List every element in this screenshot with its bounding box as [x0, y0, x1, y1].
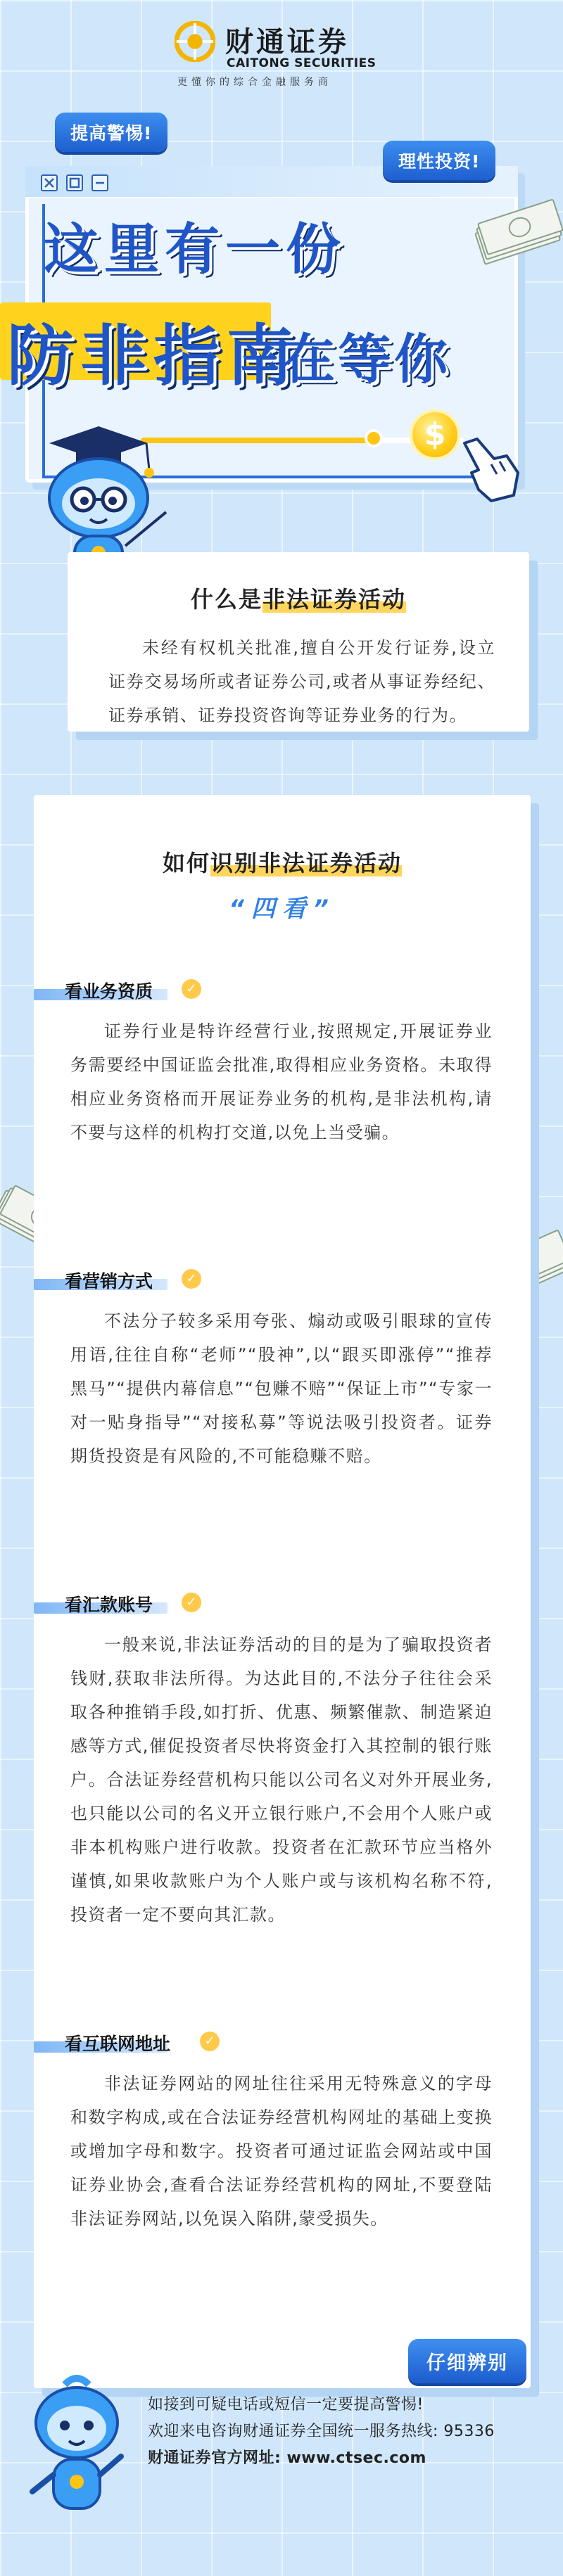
- item-label: 看业务资质: [65, 981, 153, 1002]
- brand-name-en: CAITONG SECURITIES: [227, 56, 377, 70]
- footer-website: 财通证券官方网址: www.ctsec.com: [148, 2449, 426, 2467]
- item-head-marketing: [34, 1266, 315, 1294]
- check-icon: ✓: [182, 1269, 201, 1289]
- hero-progress-fill: [141, 438, 374, 443]
- item-head-qualification: [34, 976, 315, 1005]
- item-body-account: 一般来说,非法证券活动的目的是为了骗取投资者钱财,获取非法所得。为达此目的,不法分子往往会采取各种推销手段,如打折、优惠、频繁催款、制造紧迫感等方式,催促投资者尽快将资金打入其控制的银行账户。合法证券经营机构只能以公司名义对外开展业务,也只能以公司的名义开立银行账户,不会用个人账户或非本机构账户进行收款。投资者在汇款环节应当格外谨慎,如果收款账户为个人账户或与该机构名称不符,投资者一定不要向其汇款。: [70, 1635, 493, 1925]
- warning-tag: 提高警惕!: [55, 113, 167, 152]
- detail-button[interactable]: 仔细辨别: [408, 2339, 526, 2383]
- dollar-coin-icon: $: [410, 409, 460, 460]
- hero-title-line1: 这里有一份: [44, 218, 347, 281]
- definition-title: 什么是非法证券活动: [190, 586, 407, 613]
- item-body-website: 非法证券网站的网址往往采用无特殊意义的字母和数字构成,或在合法证券经营机构网址的基础上变换或增加字母和数字。投资者可通过证监会网站或中国证券业协会,查看合法证券经营机构的网址,不要登陆非法证券网站,以免误入陷阱,蒙受损失。: [70, 2074, 493, 2229]
- brand-slogan: 更懂你的综合金融服务商: [177, 77, 332, 88]
- item-label: 看汇款账号: [65, 1595, 153, 1615]
- check-icon: ✓: [182, 1593, 201, 1612]
- mascot-icon: [24, 2372, 129, 2534]
- brand-header: [0, 17, 563, 94]
- window-maximize-icon: [66, 174, 83, 191]
- footer: [148, 2392, 556, 2472]
- check-icon: ✓: [200, 2032, 220, 2051]
- hand-pointer-icon: [450, 431, 528, 508]
- check-icon: ✓: [182, 979, 201, 999]
- rational-investing-tag: 理性投资!: [383, 141, 495, 180]
- definition-card: [68, 552, 529, 732]
- caitong-logo-icon: [175, 21, 215, 62]
- item-head-account: [34, 1590, 315, 1618]
- item-body-qualification: 证券行业是特许经营行业,按照规定,开展证券业务需要经中国证监会批准,取得相应业务资格。未取得相应业务资格而开展证券业务的机构,是非法机构,请不要与这样的机构打交道,以免上当受骗。: [70, 1021, 493, 1142]
- hero-title-line2: 防非指南: [7, 318, 301, 395]
- window-close-icon: [41, 174, 58, 191]
- hero-title-line3: 在等你: [282, 328, 450, 390]
- brand-name-cn: 财通证券: [225, 26, 349, 58]
- item-head-website: [34, 2029, 315, 2057]
- window-minimize-icon: [91, 174, 108, 191]
- definition-body: 未经有权机关批准,擅自公开发行证券,设立证券交易场所或者证券公司,或者从事证券经纪、证券承销、证券投资咨询等证券业务的行为。: [108, 638, 495, 725]
- footer-hotline: 欢迎来电咨询财通证券全国统一服务热线: 95336: [148, 2423, 495, 2440]
- item-body-marketing: 不法分子较多采用夸张、煽动或吸引眼球的宣传用语,往往自称“老师”“股神”,以“跟买即涨停”“推荐黑马”“提供内幕信息”“包赚不赔”“保证上市”“专家一对一贴身指导”“对接私募”等说法吸引投资者。证券期货投资是有风险的,不可能稳赚不赔。: [70, 1311, 493, 1466]
- hero-progress-knob: [365, 429, 383, 447]
- identify-card: [34, 795, 531, 2388]
- identify-title: 如何识别非法证券活动: [162, 850, 403, 876]
- item-label: 看互联网地址: [65, 2034, 171, 2054]
- identify-subtitle: “四看”: [229, 895, 336, 923]
- footer-warning: 如接到可疑电话或短信一定要提高警惕!: [148, 2396, 424, 2414]
- item-label: 看营销方式: [65, 1271, 153, 1292]
